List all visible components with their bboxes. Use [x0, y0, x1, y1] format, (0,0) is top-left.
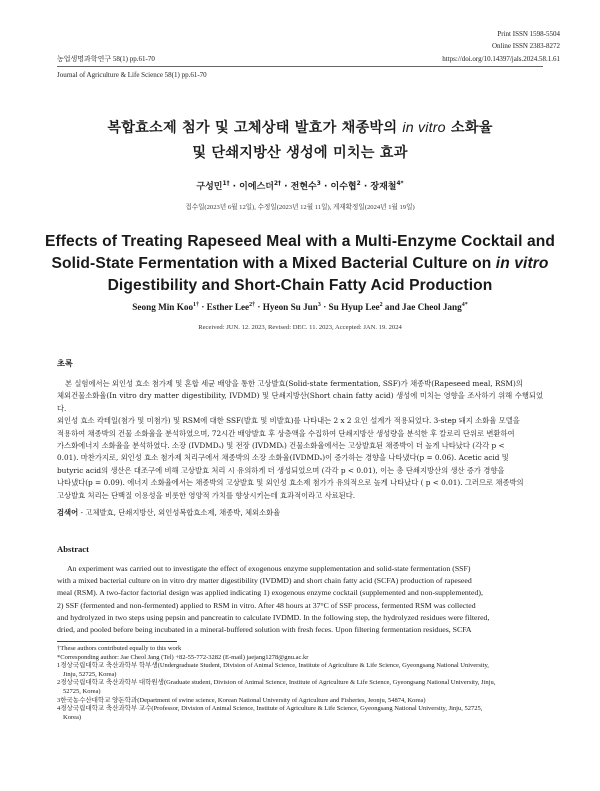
footnote-affiliation-4: 4경상국립대학교 축산과학부 교수(Professor, Division of Animal Science, Institute of Agriculture & Life Science, Gyeongsang National University, Jinju, 52725,: [57, 705, 483, 713]
dates-en: Received: JUN. 12. 2023, Revised: DEC. 11. 2023, Accepted: JAN. 19. 2024: [198, 324, 402, 331]
online-issn: Online ISSN 2383-8272: [491, 42, 560, 50]
title-ko-line2: 및 단쇄지방산 생성에 미치는 효과: [192, 145, 408, 161]
title-en-line2: Solid-State Fermentation with a Mixed Bacterial Culture on in vitro: [51, 255, 549, 272]
journal-citation-ko: 농업생명과학연구 58(1) pp.61-70: [57, 55, 155, 63]
header-divider: [57, 66, 543, 67]
footnote-equal-contribution: †These authors contributed equally to this work: [57, 645, 182, 652]
footnote-affiliation-1: 1경상국립대학교 축산과학부 학부생(Undergraduate Student, Division of Animal Science, Institute of Agriculture & Life Science, Gyeongsang National University,: [57, 662, 489, 670]
footnote-affiliation-2: 2경상국립대학교 축산과학부 대학원생(Graduate student, Division of Animal Science, Institute of Agriculture & Life Science, Gyeongsang National University, Jinju,: [57, 679, 496, 687]
footnotes: †These authors contributed equally to this work *Corresponding author: Jae Cheol Jang (Tel) +82-55-772-3282 (E-mail) jaejang1278@gnu.ac.kr 1경상국립대학교 축산과학부 학부생(Undergraduate Student, Division of Animal Science, Institute of Agriculture & Life Science, Gyeongsang National University, Jinju, 52725, Korea) 2경상국립대학교 축산과학부 대학원생(Graduate student, Division of Animal Science, Institute of Agriculture & Life Science, Gyeongsang National University, Jinju, 52725, Korea) 3한국농수산대학교 양돈학과(Department of swine science, Korean National University of Agriculture and Fisheries, Jeonju, 54874, Korea) 4경상국립대학교 축산과학부 교수(Professor, Division of Animal Science, Institute of Agriculture & Life Science, Gyeongsang National University, Jinju, 52725, Korea): [57, 645, 543, 722]
dates-ko: 접수일(2023년 6월 12일), 수정일(2023년 12월 11일), 게재확정일(2024년 1월 19일): [185, 204, 415, 211]
footnote-affiliation-3: 3한국농수산대학교 양돈학과(Department of swine science, Korean National University of Agriculture and Fisheries, Jeonju, 54874, Korea): [57, 696, 426, 704]
abstract-en-heading: Abstract: [57, 544, 89, 554]
title-en-line1: Effects of Treating Rapeseed Meal with a Multi-Enzyme Cocktail and: [44, 233, 556, 250]
keywords-ko: 검색어 - 고체발효, 단쇄지방산, 외인성복합효소제, 채종박, 체외소화율: [57, 508, 281, 517]
abstract-ko-heading: 초록: [57, 358, 73, 368]
abstract-ko-body: 본 실험에서는 외인성 효소 첨가제 및 혼합 세균 배양을 통한 고상발효(Solid-state fermentation, SSF)가 채종박(Rapeseed meal, RSM)의 체외건물소화율(In vitro dry matter digestibility, IVDMD) 및 단쇄지방산(Short chain fatty acid) 생성에 미치는 영향을 조사하기 위해 수행되었다. 외인성 효소 칵테일(첨가 및 미첨가) 및 RSM에 대한 SSF(발효 및 비발효)를 나타내는 2 x 2 요인 설계가 적용되었다. 3-step 돼지 소화율 모델을 적용하여 채종박의 건물 소화율을 분석하였으며, 72시간 배양발효 후 상층액을 수집하여 단쇄지방산 생성량을 분석한 후 칼로리 단위로 변환하여 가스화에너지 소화율을 분석하였다. 소장 (IVDMDₛ) 및 전장 (IVDMDₜ) 건물소화율에서는 고상발효된 채종박이 더 높게 나타났다 (각각 p < 0.01). 마찬가지로, 외인성 효소 첨가제 처리구에서 채종박의 소장 소화율(IVDMDₛ)이 증가하는 경향을 나타냈다(p = 0.06). Acetic acid 및 butyric acid의 생산은 대조구에 비해 고상발효 처리 시 유의하게 더 생성되었으며 (각각 p < 0.01), 이는 총 단쇄지방산의 생산 증가 경향을 나타냈다(p = 0.09). 에너지 소화율에서는 채종박의 고상발효 및 외인성 효소제 첨가가 유의적으로 높게 나타났다 ( p < 0.01). 그러므로 채종박의 고상발효 처리는 단백질 이용성을 비롯한 영양적 가치를 향상시키는데 효과적이라고 사료된다.: [57, 379, 543, 500]
authors-ko: 구성민$^{1\dagger}$ · 이에스더$^{2\dagger}$ · 전현수$^3$ · 이수협$^2$ · 장재철$^{4*}$: [196, 181, 404, 192]
abstract-en-body: An experiment was carried out to investigate the effect of exogenous enzyme supplementation and solid-state fermentation (SSF) with a mixed bacterial culture on in vitro dry matter digestibility (IVDMD) and short chain fatty acid (SCFA) production of rapeseed meal (RSM). A two-factor factorial design was applied indicating 1) exogenous enzyme cocktail (supplemented and non-supplemented), 2) SSF (fermented and non-fermented) applied to RSM in vitro. After 48 hours at 37°C of SSF process, fermented RSM was collected and hydrolyzed in two steps using pepsin and pancreatin to calculate IVDMD. In the following step, the hydrolyzed residues were filtered, dried, and pooled before being incubated in a mineral-buffered solution with fresh feces. Upon filtering fermentation residues, SCFA: [57, 564, 490, 635]
journal-citation-en: Journal of Agriculture & Life Science 58(1) pp.61-70: [57, 71, 207, 79]
print-issn: Print ISSN 1598-5504: [497, 30, 560, 38]
title-en-line3: Digestibility and Short-Chain Fatty Acid Production: [107, 277, 493, 294]
authors-en: Seong Min Koo$^{1\dagger}$ · Esther Lee$^{2\dagger}$ · Hyeon Su Jun$^3$ · Su Hyup Lee$^2$ and Jae Cheol Jang$^{4*}$: [132, 301, 468, 312]
title-ko-line1: 복합효소제 첨가 및 고체상태 발효가 채종박의 in vitro 소화율: [107, 120, 493, 136]
doi-link[interactable]: https://doi.org/10.14397/jals.2024.58.1.61: [442, 55, 560, 63]
footnote-corresponding: *Corresponding author: Jae Cheol Jang (Tel) +82-55-772-3282 (E-mail) jaejang1278@gnu.ac.kr: [57, 653, 309, 661]
footnote-divider: [57, 641, 177, 642]
